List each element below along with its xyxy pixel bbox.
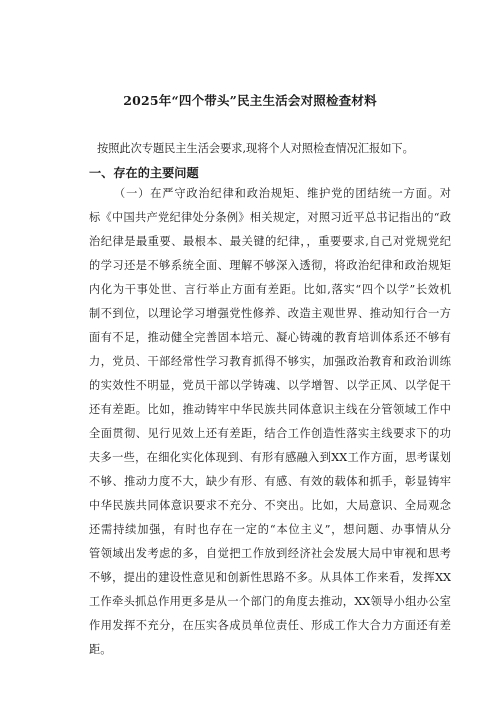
paragraph-line: 标《中国共产党纪律处分条例》相关规定，对照习近平总书记指出的“政 (89, 211, 451, 224)
paragraph-line: 夫多一些，在细化实化体现到、有形有感融入到XX工作方面，思考谋划 (89, 451, 451, 464)
section-heading-problems: 一、存在的主要问题 (89, 166, 199, 180)
paragraph-line: 制不到位，以理论学习增强党性修养、改造主观世界、推动知行合一方 (89, 307, 451, 320)
paragraph-line: 中华民族共同体意识要求不充分、不突出。比如，大局意识、全局观念 (89, 499, 451, 512)
document-title: 2025年“四个带头”民主生活会对照检查材料 (123, 93, 377, 108)
paragraph-line: 距。 (89, 643, 112, 656)
paragraph-line: 内化为干事处世、言行举止方面有差距。比如,落实“四个以学”长效机 (89, 283, 451, 296)
paragraph-line: 还有差距。比如，推动铸牢中华民族共同体意识主线在分管领域工作中 (89, 403, 451, 416)
paragraph-line: 不够、推动力度不大，缺少有形、有感、有效的载体和抓手，彰显铸牢 (89, 475, 451, 488)
paragraph-line: 工作牵头抓总作用更多是从一个部门的角度去推动，XX领导小组办公室 (89, 595, 451, 608)
paragraph-line: 面有不足，推动健全完善固本培元、凝心铸魂的教育培训体系还不够有 (89, 331, 451, 344)
paragraph-line: 作用发挥不充分，在压实各成员单位责任、形成工作大合力方面还有差 (89, 619, 451, 632)
paragraph-line: （一）在严守政治纪律和政治规矩、维护党的团结统一方面。对 (114, 187, 451, 200)
paragraph-line: 管领域出发考虑的多，自觉把工作放到经济社会发展大局中审视和思考 (89, 547, 451, 560)
paragraph-line: 还需持续加强，有时也存在一定的“本位主义”，想问题、办事情从分 (89, 523, 451, 536)
paragraph-line: 的实效性不明显，党员干部以学铸魂、以学增智、以学正风、以学促干 (89, 379, 451, 392)
paragraph-line: 全面贯彻、见行见效上还有差距，结合工作创造性落实主线要求下的功 (89, 427, 451, 440)
paragraph-line: 治纪律是最重要、最根本、最关键的纪律，，重要要求,自己对党规党纪 (89, 235, 451, 248)
paragraph-line: 的学习还是不够系统全面、理解不够深入透彻，将政治纪律和政治规矩 (89, 259, 451, 272)
paragraph-line: 力，党员、干部经常性学习教育抓得不够实，加强政治教育和政治训练 (89, 355, 451, 368)
paragraph-line: 不够，提出的建设性意见和创新性思路不多。从具体工作来看，发挥XX (89, 571, 451, 584)
intro-paragraph: 按照此次专题民主生活会要求,现将个人对照检查情况汇报如下。 (97, 142, 414, 155)
